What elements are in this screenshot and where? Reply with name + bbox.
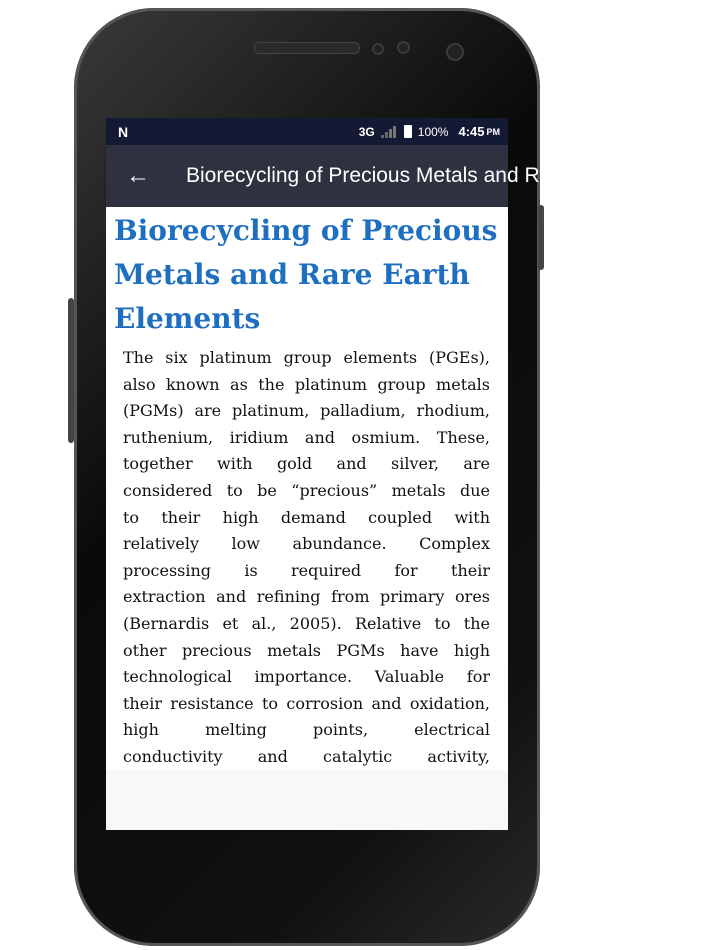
body-line: extraction and refining from primary ores bbox=[123, 587, 490, 607]
body-line: processing is required for their bbox=[123, 560, 490, 580]
sensor-icon bbox=[397, 41, 410, 54]
network-type: 3G bbox=[358, 124, 375, 139]
heading-line: Elements bbox=[114, 302, 261, 335]
body-line: together with gold and silver, are bbox=[123, 454, 490, 474]
volume-button bbox=[538, 205, 544, 270]
body-line: The six platinum group elements (PGEs), bbox=[123, 348, 490, 367]
heading-line: Metals and Rare Earth bbox=[114, 258, 470, 291]
body-line: ruthenium, iridium and osmium. These, bbox=[123, 427, 490, 447]
body-line: to their high demand coupled with bbox=[123, 507, 490, 527]
article-content[interactable] bbox=[106, 207, 508, 770]
body-line: other precious metals PGMs have high bbox=[123, 640, 490, 660]
sensor-icon bbox=[372, 43, 384, 55]
article-body bbox=[123, 345, 490, 771]
notification-n-icon: N bbox=[118, 123, 129, 140]
signal-icon bbox=[381, 126, 396, 138]
body-line: considered to be “precious” metals due bbox=[123, 480, 490, 500]
body-line: (PGMs) are platinum, palladium, rhodium, bbox=[123, 401, 490, 421]
app-bar bbox=[106, 145, 719, 207]
battery-icon bbox=[404, 125, 412, 138]
clock-ampm: PM bbox=[486, 126, 500, 137]
app-bar-title: Biorecycling of Precious Metals and Rare Earth Elements bbox=[186, 164, 719, 187]
screen bbox=[106, 118, 719, 830]
body-line: their resistance to corrosion and oxidation, bbox=[123, 693, 490, 713]
body-line: (Bernardis et al., 2005). Relative to the bbox=[123, 613, 490, 633]
status-bar bbox=[106, 118, 508, 145]
clock: 4:45 bbox=[458, 124, 485, 139]
speaker-grille bbox=[254, 42, 360, 54]
body-line: also known as the platinum group metals bbox=[123, 374, 490, 394]
body-line: conductivity and catalytic activity, bbox=[123, 746, 490, 766]
camera-icon bbox=[446, 43, 464, 61]
body-line: relatively low abundance. Complex bbox=[123, 534, 490, 554]
body-line: technological importance. Valuable for bbox=[123, 667, 490, 687]
article-heading bbox=[114, 209, 508, 341]
side-button bbox=[68, 298, 74, 443]
heading-line: Biorecycling of Precious bbox=[114, 214, 498, 247]
body-line: high melting points, electrical bbox=[123, 720, 490, 740]
battery-percent: 100% bbox=[417, 124, 449, 139]
back-arrow-icon[interactable]: ← bbox=[126, 162, 150, 189]
